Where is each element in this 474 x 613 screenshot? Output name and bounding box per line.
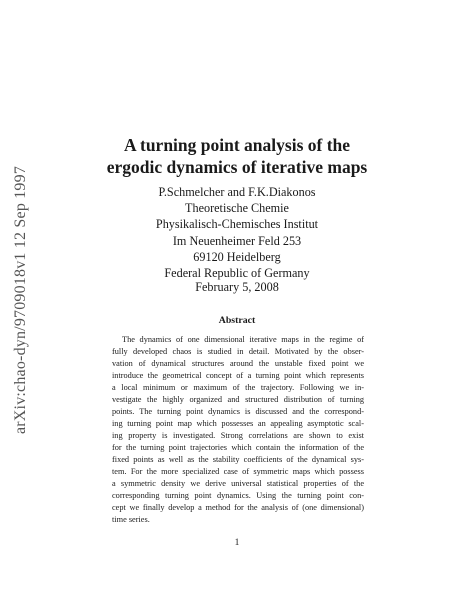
abstract-line: ing turning point map which possesses an appealing asymptotic scal-	[112, 419, 364, 428]
arxiv-identifier-text: arXiv:chao-dyn/9709018v1 12 Sep 1997	[12, 165, 29, 435]
abstract-line: The dynamics of one dimensional iterative maps in the regime of	[122, 335, 364, 344]
abstract-line: fully developed chaos is studied in detail. Motivated by the obser-	[112, 347, 364, 356]
title-line: ergodic dynamics of iterative maps	[106, 157, 368, 177]
title-line: A turning point analysis of the	[123, 135, 351, 155]
abstract-line: time series.	[112, 515, 150, 524]
affiliation-department: Theoretische Chemie	[185, 201, 289, 216]
affiliation-street: Im Neuenheimer Feld 253	[172, 233, 302, 248]
abstract-body	[112, 334, 364, 526]
abstract-line: for the turning point trajectories which contain the information of the	[112, 443, 364, 452]
abstract-line: introduce the geometrical concept of a turning point which represents	[112, 371, 364, 380]
abstract-line: vestigate the highly organized and structured distribution of turning	[112, 395, 364, 404]
author-names: P.Schmelcher and F.K.Diakonos	[158, 185, 316, 199]
abstract-line: fixed points as well as the stability coefficients of the dynamical sys-	[112, 455, 364, 464]
affiliation-institute: Physikalisch-Chemisches Institut	[155, 217, 319, 232]
affiliation-country: Federal Republic of Germany	[164, 266, 310, 281]
abstract-heading: Abstract	[218, 315, 256, 326]
abstract-line: tem. For the more specialized case of symmetric maps which possess	[112, 467, 364, 476]
paper-date: February 5, 2008	[195, 280, 279, 294]
paper-title	[60, 134, 414, 178]
abstract-line: corresponding turning point dynamics. Using the turning point con-	[112, 491, 364, 500]
abstract-line: ing property is investigated. Strong correlations are shown to exist	[112, 431, 364, 440]
author-affiliation-block	[60, 184, 414, 281]
abstract-line: a local minimum or maximum of the trajectory. Following we in-	[112, 383, 364, 392]
abstract-line: a symmetric density we derive universal statistical properties of the	[112, 479, 364, 488]
abstract-line: vation of dynamical structures around the unstable fixed point we	[112, 359, 364, 368]
affiliation-city: 69120 Heidelberg	[193, 249, 281, 264]
abstract-line: points. The turning point dynamics is discussed and the correspond-	[112, 407, 364, 416]
arxiv-identifier-stamp	[9, 150, 33, 450]
abstract-line: cept we finally develop a method for the analysis of (one dimensional)	[112, 503, 364, 512]
page-number: 1	[234, 538, 240, 548]
